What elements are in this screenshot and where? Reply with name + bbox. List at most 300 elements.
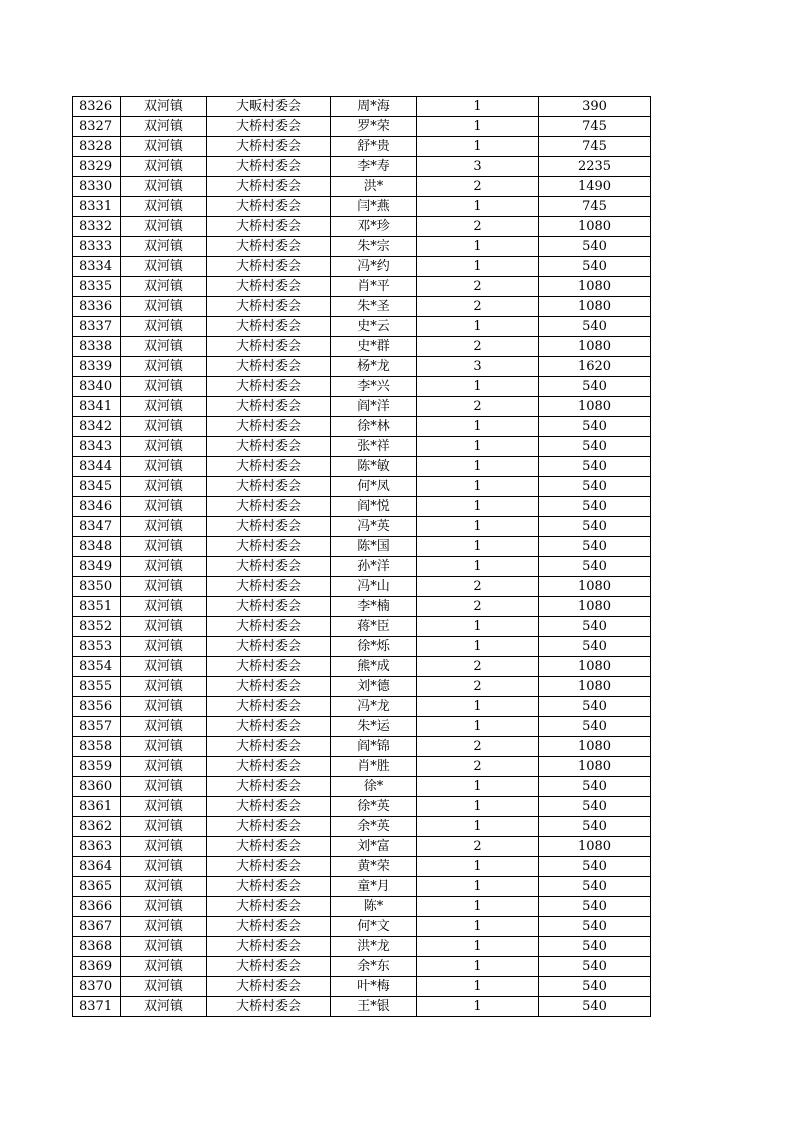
cell-village: 大桥村委会 bbox=[207, 377, 331, 397]
cell-count: 2 bbox=[417, 397, 539, 417]
cell-name: 蒋*臣 bbox=[331, 617, 417, 637]
cell-name: 舒*贵 bbox=[331, 137, 417, 157]
cell-id: 8370 bbox=[73, 977, 121, 997]
table-row bbox=[73, 757, 651, 777]
table-row bbox=[73, 997, 651, 1017]
cell-village: 大桥村委会 bbox=[207, 697, 331, 717]
cell-id: 8344 bbox=[73, 457, 121, 477]
cell-town: 双河镇 bbox=[121, 797, 207, 817]
cell-village: 大畈村委会 bbox=[207, 97, 331, 117]
cell-town: 双河镇 bbox=[121, 417, 207, 437]
cell-count: 1 bbox=[417, 497, 539, 517]
cell-name: 张*祥 bbox=[331, 437, 417, 457]
cell-village: 大桥村委会 bbox=[207, 117, 331, 137]
cell-amount: 540 bbox=[539, 857, 651, 877]
cell-amount: 540 bbox=[539, 917, 651, 937]
cell-amount: 540 bbox=[539, 957, 651, 977]
cell-amount: 540 bbox=[539, 557, 651, 577]
cell-amount: 1080 bbox=[539, 397, 651, 417]
cell-village: 大桥村委会 bbox=[207, 537, 331, 557]
cell-name: 徐* bbox=[331, 777, 417, 797]
table-row bbox=[73, 117, 651, 137]
cell-amount: 1490 bbox=[539, 177, 651, 197]
cell-count: 1 bbox=[417, 817, 539, 837]
cell-amount: 2235 bbox=[539, 157, 651, 177]
cell-town: 双河镇 bbox=[121, 317, 207, 337]
cell-name: 陈* bbox=[331, 897, 417, 917]
table-row bbox=[73, 737, 651, 757]
cell-count: 1 bbox=[417, 857, 539, 877]
cell-amount: 1080 bbox=[539, 757, 651, 777]
cell-count: 1 bbox=[417, 957, 539, 977]
cell-count: 2 bbox=[417, 837, 539, 857]
cell-count: 1 bbox=[417, 257, 539, 277]
cell-village: 大桥村委会 bbox=[207, 997, 331, 1017]
cell-id: 8342 bbox=[73, 417, 121, 437]
cell-amount: 745 bbox=[539, 117, 651, 137]
cell-village: 大桥村委会 bbox=[207, 957, 331, 977]
table-row bbox=[73, 457, 651, 477]
cell-name: 童*月 bbox=[331, 877, 417, 897]
cell-name: 叶*梅 bbox=[331, 977, 417, 997]
cell-town: 双河镇 bbox=[121, 257, 207, 277]
cell-town: 双河镇 bbox=[121, 897, 207, 917]
cell-name: 朱*运 bbox=[331, 717, 417, 737]
cell-town: 双河镇 bbox=[121, 177, 207, 197]
table-row bbox=[73, 857, 651, 877]
table-row bbox=[73, 537, 651, 557]
cell-village: 大桥村委会 bbox=[207, 517, 331, 537]
cell-id: 8368 bbox=[73, 937, 121, 957]
cell-id: 8332 bbox=[73, 217, 121, 237]
cell-name: 李*楠 bbox=[331, 597, 417, 617]
table-row bbox=[73, 477, 651, 497]
cell-count: 1 bbox=[417, 897, 539, 917]
table-row bbox=[73, 277, 651, 297]
cell-name: 李*寿 bbox=[331, 157, 417, 177]
cell-id: 8326 bbox=[73, 97, 121, 117]
cell-amount: 540 bbox=[539, 997, 651, 1017]
cell-name: 杨*龙 bbox=[331, 357, 417, 377]
cell-town: 双河镇 bbox=[121, 337, 207, 357]
cell-town: 双河镇 bbox=[121, 637, 207, 657]
cell-amount: 1080 bbox=[539, 657, 651, 677]
cell-id: 8367 bbox=[73, 917, 121, 937]
cell-village: 大桥村委会 bbox=[207, 657, 331, 677]
cell-name: 李*兴 bbox=[331, 377, 417, 397]
cell-town: 双河镇 bbox=[121, 237, 207, 257]
cell-name: 阎*洋 bbox=[331, 397, 417, 417]
table-row bbox=[73, 957, 651, 977]
table-row bbox=[73, 917, 651, 937]
cell-count: 1 bbox=[417, 777, 539, 797]
cell-id: 8363 bbox=[73, 837, 121, 857]
table-row bbox=[73, 617, 651, 637]
cell-village: 大桥村委会 bbox=[207, 437, 331, 457]
cell-town: 双河镇 bbox=[121, 977, 207, 997]
cell-village: 大桥村委会 bbox=[207, 557, 331, 577]
cell-town: 双河镇 bbox=[121, 737, 207, 757]
cell-name: 阎*锦 bbox=[331, 737, 417, 757]
table-row bbox=[73, 897, 651, 917]
cell-id: 8364 bbox=[73, 857, 121, 877]
table-row bbox=[73, 937, 651, 957]
cell-village: 大桥村委会 bbox=[207, 737, 331, 757]
cell-village: 大桥村委会 bbox=[207, 297, 331, 317]
cell-count: 1 bbox=[417, 197, 539, 217]
cell-name: 陈*国 bbox=[331, 537, 417, 557]
cell-name: 冯*英 bbox=[331, 517, 417, 537]
table-row bbox=[73, 197, 651, 217]
cell-id: 8346 bbox=[73, 497, 121, 517]
cell-id: 8356 bbox=[73, 697, 121, 717]
cell-town: 双河镇 bbox=[121, 397, 207, 417]
cell-town: 双河镇 bbox=[121, 557, 207, 577]
cell-town: 双河镇 bbox=[121, 917, 207, 937]
table-row bbox=[73, 97, 651, 117]
cell-amount: 540 bbox=[539, 637, 651, 657]
table-row bbox=[73, 797, 651, 817]
table-row bbox=[73, 837, 651, 857]
cell-name: 孙*洋 bbox=[331, 557, 417, 577]
cell-amount: 540 bbox=[539, 497, 651, 517]
cell-town: 双河镇 bbox=[121, 517, 207, 537]
cell-id: 8353 bbox=[73, 637, 121, 657]
cell-town: 双河镇 bbox=[121, 697, 207, 717]
cell-amount: 540 bbox=[539, 517, 651, 537]
cell-village: 大桥村委会 bbox=[207, 917, 331, 937]
table-row bbox=[73, 677, 651, 697]
cell-amount: 1080 bbox=[539, 597, 651, 617]
cell-name: 熊*成 bbox=[331, 657, 417, 677]
cell-name: 何*凤 bbox=[331, 477, 417, 497]
table-row bbox=[73, 717, 651, 737]
cell-amount: 540 bbox=[539, 437, 651, 457]
cell-amount: 540 bbox=[539, 617, 651, 637]
cell-town: 双河镇 bbox=[121, 537, 207, 557]
cell-town: 双河镇 bbox=[121, 837, 207, 857]
cell-village: 大桥村委会 bbox=[207, 597, 331, 617]
cell-count: 2 bbox=[417, 297, 539, 317]
cell-id: 8330 bbox=[73, 177, 121, 197]
cell-town: 双河镇 bbox=[121, 677, 207, 697]
table-row bbox=[73, 177, 651, 197]
cell-count: 2 bbox=[417, 277, 539, 297]
cell-amount: 540 bbox=[539, 817, 651, 837]
cell-name: 徐*烁 bbox=[331, 637, 417, 657]
cell-amount: 540 bbox=[539, 777, 651, 797]
table-row bbox=[73, 657, 651, 677]
cell-town: 双河镇 bbox=[121, 117, 207, 137]
table-row bbox=[73, 517, 651, 537]
table-row bbox=[73, 157, 651, 177]
cell-id: 8348 bbox=[73, 537, 121, 557]
cell-amount: 1080 bbox=[539, 217, 651, 237]
cell-village: 大桥村委会 bbox=[207, 857, 331, 877]
cell-count: 2 bbox=[417, 217, 539, 237]
cell-count: 2 bbox=[417, 757, 539, 777]
cell-town: 双河镇 bbox=[121, 657, 207, 677]
cell-count: 1 bbox=[417, 877, 539, 897]
cell-id: 8361 bbox=[73, 797, 121, 817]
cell-id: 8355 bbox=[73, 677, 121, 697]
cell-village: 大桥村委会 bbox=[207, 257, 331, 277]
cell-count: 1 bbox=[417, 717, 539, 737]
cell-name: 洪* bbox=[331, 177, 417, 197]
cell-id: 8327 bbox=[73, 117, 121, 137]
cell-amount: 540 bbox=[539, 377, 651, 397]
cell-name: 朱*圣 bbox=[331, 297, 417, 317]
cell-town: 双河镇 bbox=[121, 297, 207, 317]
cell-name: 史*云 bbox=[331, 317, 417, 337]
cell-village: 大桥村委会 bbox=[207, 177, 331, 197]
table-row bbox=[73, 297, 651, 317]
cell-amount: 1080 bbox=[539, 737, 651, 757]
cell-count: 1 bbox=[417, 517, 539, 537]
table-row bbox=[73, 357, 651, 377]
cell-town: 双河镇 bbox=[121, 877, 207, 897]
table-row bbox=[73, 337, 651, 357]
table-body bbox=[73, 97, 651, 1017]
table-row bbox=[73, 697, 651, 717]
cell-count: 1 bbox=[417, 797, 539, 817]
cell-name: 肖*胜 bbox=[331, 757, 417, 777]
cell-id: 8329 bbox=[73, 157, 121, 177]
cell-village: 大桥村委会 bbox=[207, 977, 331, 997]
cell-amount: 540 bbox=[539, 417, 651, 437]
cell-town: 双河镇 bbox=[121, 97, 207, 117]
cell-village: 大桥村委会 bbox=[207, 937, 331, 957]
cell-town: 双河镇 bbox=[121, 137, 207, 157]
cell-id: 8334 bbox=[73, 257, 121, 277]
table-row bbox=[73, 817, 651, 837]
cell-town: 双河镇 bbox=[121, 377, 207, 397]
table-row bbox=[73, 977, 651, 997]
cell-id: 8345 bbox=[73, 477, 121, 497]
cell-amount: 540 bbox=[539, 317, 651, 337]
cell-name: 王*银 bbox=[331, 997, 417, 1017]
cell-count: 1 bbox=[417, 477, 539, 497]
table-row bbox=[73, 497, 651, 517]
cell-village: 大桥村委会 bbox=[207, 217, 331, 237]
cell-town: 双河镇 bbox=[121, 937, 207, 957]
table-row bbox=[73, 317, 651, 337]
cell-id: 8365 bbox=[73, 877, 121, 897]
cell-id: 8328 bbox=[73, 137, 121, 157]
cell-name: 肖*平 bbox=[331, 277, 417, 297]
cell-amount: 745 bbox=[539, 197, 651, 217]
cell-village: 大桥村委会 bbox=[207, 777, 331, 797]
cell-village: 大桥村委会 bbox=[207, 797, 331, 817]
cell-town: 双河镇 bbox=[121, 357, 207, 377]
cell-id: 8351 bbox=[73, 597, 121, 617]
cell-village: 大桥村委会 bbox=[207, 817, 331, 837]
table-row bbox=[73, 137, 651, 157]
cell-name: 洪*龙 bbox=[331, 937, 417, 957]
cell-amount: 1080 bbox=[539, 677, 651, 697]
cell-count: 1 bbox=[417, 117, 539, 137]
table-row bbox=[73, 637, 651, 657]
cell-id: 8357 bbox=[73, 717, 121, 737]
cell-village: 大桥村委会 bbox=[207, 757, 331, 777]
cell-town: 双河镇 bbox=[121, 157, 207, 177]
cell-amount: 540 bbox=[539, 237, 651, 257]
cell-amount: 540 bbox=[539, 877, 651, 897]
cell-name: 徐*英 bbox=[331, 797, 417, 817]
cell-count: 1 bbox=[417, 317, 539, 337]
cell-amount: 540 bbox=[539, 257, 651, 277]
cell-village: 大桥村委会 bbox=[207, 617, 331, 637]
cell-name: 余*东 bbox=[331, 957, 417, 977]
cell-count: 2 bbox=[417, 577, 539, 597]
cell-id: 8340 bbox=[73, 377, 121, 397]
cell-name: 朱*宗 bbox=[331, 237, 417, 257]
cell-town: 双河镇 bbox=[121, 437, 207, 457]
cell-id: 8341 bbox=[73, 397, 121, 417]
cell-count: 1 bbox=[417, 377, 539, 397]
cell-village: 大桥村委会 bbox=[207, 717, 331, 737]
cell-count: 1 bbox=[417, 97, 539, 117]
cell-name: 刘*富 bbox=[331, 837, 417, 857]
cell-town: 双河镇 bbox=[121, 217, 207, 237]
cell-town: 双河镇 bbox=[121, 497, 207, 517]
cell-id: 8338 bbox=[73, 337, 121, 357]
subsidy-table bbox=[72, 96, 651, 1017]
cell-amount: 540 bbox=[539, 717, 651, 737]
cell-village: 大桥村委会 bbox=[207, 477, 331, 497]
cell-id: 8335 bbox=[73, 277, 121, 297]
cell-id: 8333 bbox=[73, 237, 121, 257]
cell-town: 双河镇 bbox=[121, 597, 207, 617]
table-row bbox=[73, 877, 651, 897]
cell-village: 大桥村委会 bbox=[207, 417, 331, 437]
cell-village: 大桥村委会 bbox=[207, 157, 331, 177]
cell-amount: 540 bbox=[539, 937, 651, 957]
cell-amount: 540 bbox=[539, 477, 651, 497]
cell-town: 双河镇 bbox=[121, 477, 207, 497]
cell-name: 徐*林 bbox=[331, 417, 417, 437]
cell-village: 大桥村委会 bbox=[207, 197, 331, 217]
cell-amount: 1080 bbox=[539, 277, 651, 297]
cell-id: 8337 bbox=[73, 317, 121, 337]
cell-count: 1 bbox=[417, 617, 539, 637]
cell-count: 2 bbox=[417, 657, 539, 677]
cell-id: 8369 bbox=[73, 957, 121, 977]
cell-count: 1 bbox=[417, 137, 539, 157]
cell-village: 大桥村委会 bbox=[207, 237, 331, 257]
cell-name: 周*海 bbox=[331, 97, 417, 117]
cell-town: 双河镇 bbox=[121, 857, 207, 877]
cell-amount: 745 bbox=[539, 137, 651, 157]
cell-id: 8349 bbox=[73, 557, 121, 577]
cell-town: 双河镇 bbox=[121, 457, 207, 477]
cell-id: 8358 bbox=[73, 737, 121, 757]
cell-village: 大桥村委会 bbox=[207, 137, 331, 157]
cell-name: 闫*燕 bbox=[331, 197, 417, 217]
cell-count: 1 bbox=[417, 997, 539, 1017]
cell-amount: 390 bbox=[539, 97, 651, 117]
cell-id: 8343 bbox=[73, 437, 121, 457]
table-row bbox=[73, 437, 651, 457]
cell-count: 3 bbox=[417, 357, 539, 377]
cell-name: 刘*德 bbox=[331, 677, 417, 697]
cell-town: 双河镇 bbox=[121, 817, 207, 837]
cell-name: 黄*荣 bbox=[331, 857, 417, 877]
cell-amount: 540 bbox=[539, 977, 651, 997]
table-row bbox=[73, 577, 651, 597]
cell-name: 阎*悦 bbox=[331, 497, 417, 517]
cell-name: 冯*约 bbox=[331, 257, 417, 277]
cell-count: 1 bbox=[417, 457, 539, 477]
cell-village: 大桥村委会 bbox=[207, 637, 331, 657]
cell-count: 1 bbox=[417, 537, 539, 557]
cell-town: 双河镇 bbox=[121, 777, 207, 797]
cell-count: 1 bbox=[417, 917, 539, 937]
table-row bbox=[73, 597, 651, 617]
table-row bbox=[73, 377, 651, 397]
cell-name: 罗*荣 bbox=[331, 117, 417, 137]
cell-village: 大桥村委会 bbox=[207, 877, 331, 897]
cell-village: 大桥村委会 bbox=[207, 337, 331, 357]
cell-id: 8366 bbox=[73, 897, 121, 917]
cell-village: 大桥村委会 bbox=[207, 457, 331, 477]
cell-amount: 1080 bbox=[539, 337, 651, 357]
cell-id: 8354 bbox=[73, 657, 121, 677]
cell-town: 双河镇 bbox=[121, 577, 207, 597]
cell-id: 8339 bbox=[73, 357, 121, 377]
cell-village: 大桥村委会 bbox=[207, 577, 331, 597]
cell-count: 2 bbox=[417, 677, 539, 697]
cell-count: 1 bbox=[417, 977, 539, 997]
table-row bbox=[73, 777, 651, 797]
cell-village: 大桥村委会 bbox=[207, 317, 331, 337]
cell-amount: 1080 bbox=[539, 837, 651, 857]
cell-village: 大桥村委会 bbox=[207, 397, 331, 417]
cell-count: 3 bbox=[417, 157, 539, 177]
cell-village: 大桥村委会 bbox=[207, 677, 331, 697]
cell-town: 双河镇 bbox=[121, 197, 207, 217]
cell-village: 大桥村委会 bbox=[207, 277, 331, 297]
cell-count: 1 bbox=[417, 437, 539, 457]
cell-village: 大桥村委会 bbox=[207, 497, 331, 517]
cell-village: 大桥村委会 bbox=[207, 897, 331, 917]
cell-village: 大桥村委会 bbox=[207, 837, 331, 857]
cell-village: 大桥村委会 bbox=[207, 357, 331, 377]
cell-amount: 540 bbox=[539, 897, 651, 917]
cell-town: 双河镇 bbox=[121, 997, 207, 1017]
cell-name: 余*英 bbox=[331, 817, 417, 837]
cell-count: 2 bbox=[417, 177, 539, 197]
cell-town: 双河镇 bbox=[121, 957, 207, 977]
cell-town: 双河镇 bbox=[121, 717, 207, 737]
cell-amount: 540 bbox=[539, 457, 651, 477]
cell-count: 2 bbox=[417, 597, 539, 617]
table-row bbox=[73, 417, 651, 437]
table-row bbox=[73, 397, 651, 417]
cell-count: 1 bbox=[417, 557, 539, 577]
table-row bbox=[73, 217, 651, 237]
cell-name: 史*群 bbox=[331, 337, 417, 357]
cell-count: 1 bbox=[417, 237, 539, 257]
cell-amount: 1080 bbox=[539, 297, 651, 317]
cell-count: 2 bbox=[417, 337, 539, 357]
cell-id: 8336 bbox=[73, 297, 121, 317]
cell-town: 双河镇 bbox=[121, 277, 207, 297]
cell-id: 8371 bbox=[73, 997, 121, 1017]
cell-id: 8331 bbox=[73, 197, 121, 217]
cell-count: 1 bbox=[417, 637, 539, 657]
cell-id: 8362 bbox=[73, 817, 121, 837]
